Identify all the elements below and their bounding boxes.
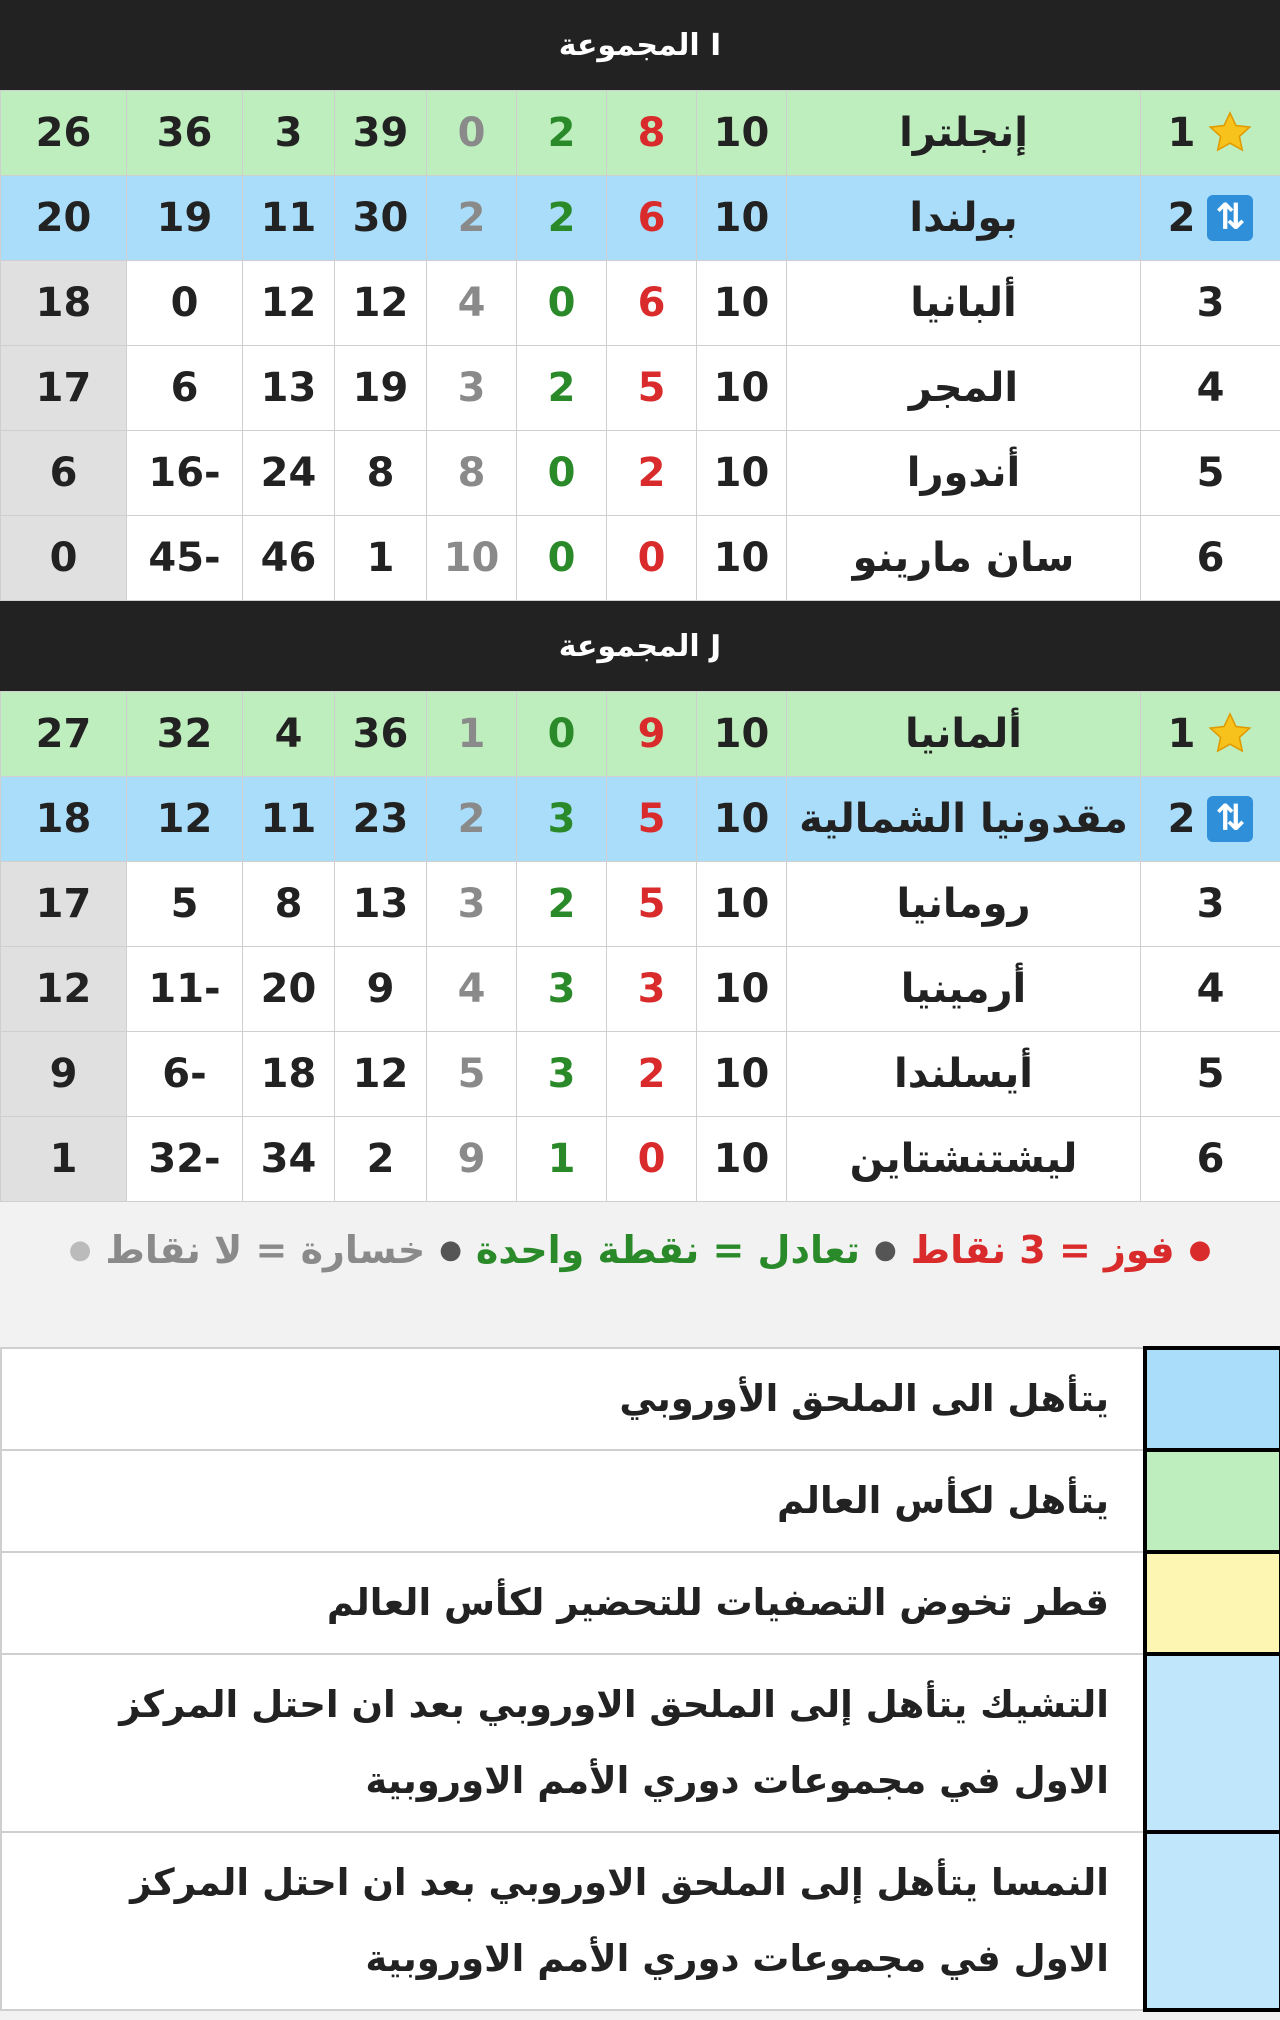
key-row [1, 1552, 1280, 1654]
rank-cell [1141, 176, 1280, 261]
cell-gd: 12 [127, 777, 243, 862]
key-text: يتأهل الى الملحق الأوروبي [1, 1348, 1145, 1450]
swap-icon: ⇅ [1207, 195, 1253, 241]
cell-ga: 13 [243, 346, 335, 431]
cell-drawn: 2 [517, 346, 607, 431]
legend-draw: تعادل = نقطة واحدة [475, 1228, 860, 1272]
cell-played: 10 [697, 692, 787, 777]
cell-gd: 32- [127, 1117, 243, 1202]
cell-drawn: 3 [517, 1032, 607, 1117]
cell-pts: 27 [1, 692, 127, 777]
standings-table [0, 691, 1280, 1202]
cell-lost: 2 [427, 176, 517, 261]
cell-ga: 18 [243, 1032, 335, 1117]
cell-lost: 4 [427, 947, 517, 1032]
cell-drawn: 1 [517, 1117, 607, 1202]
cell-drawn: 0 [517, 692, 607, 777]
cell-ga: 20 [243, 947, 335, 1032]
cell-played: 10 [697, 516, 787, 601]
cell-lost: 9 [427, 1117, 517, 1202]
cell-gd: 0 [127, 261, 243, 346]
rank-number: 4 [1196, 365, 1225, 411]
cell-won: 0 [607, 1117, 697, 1202]
cell-gd: 6 [127, 346, 243, 431]
cell-won: 5 [607, 777, 697, 862]
table-row[interactable] [1, 261, 1280, 346]
team-name[interactable]: بولندا [787, 176, 1141, 261]
cell-drawn: 0 [517, 516, 607, 601]
key-row [1, 1450, 1280, 1552]
rank-number: 2 [1167, 796, 1196, 842]
legend-loss: خسارة = لا نقاط [105, 1228, 426, 1272]
rank-cell [1141, 777, 1280, 862]
key-row [1, 1654, 1280, 1832]
rank-number: 4 [1196, 966, 1225, 1012]
cell-gf: 19 [335, 346, 427, 431]
cell-won: 5 [607, 862, 697, 947]
group-header: المجموعة I [0, 0, 1280, 90]
bullet-icon: ● [873, 1235, 897, 1265]
table-row[interactable] [1, 176, 1280, 261]
cell-played: 10 [697, 346, 787, 431]
team-name[interactable]: المجر [787, 346, 1141, 431]
cell-lost: 1 [427, 692, 517, 777]
cell-drawn: 0 [517, 431, 607, 516]
cell-ga: 11 [243, 176, 335, 261]
cell-won: 6 [607, 261, 697, 346]
key-swatch [1145, 1654, 1280, 1832]
cell-pts: 20 [1, 176, 127, 261]
team-name[interactable]: أرمينيا [787, 947, 1141, 1032]
team-name[interactable]: مقدونيا الشمالية [787, 777, 1141, 862]
cell-gd: 19 [127, 176, 243, 261]
cell-lost: 4 [427, 261, 517, 346]
swap-icon: ⇅ [1207, 796, 1253, 842]
team-name[interactable]: ليشتنشتاين [787, 1117, 1141, 1202]
cell-won: 8 [607, 91, 697, 176]
cell-gd: 36 [127, 91, 243, 176]
key-swatch [1145, 1832, 1280, 2010]
cell-lost: 10 [427, 516, 517, 601]
cell-played: 10 [697, 261, 787, 346]
cell-lost: 0 [427, 91, 517, 176]
cell-won: 5 [607, 346, 697, 431]
rank-cell [1141, 346, 1280, 431]
key-swatch [1145, 1552, 1280, 1654]
bullet-icon: ● [439, 1235, 462, 1265]
table-row[interactable] [1, 1117, 1280, 1202]
bullet-icon: ● [68, 1235, 92, 1265]
points-legend [0, 1200, 1280, 1300]
cell-pts: 9 [1, 1032, 127, 1117]
table-row[interactable] [1, 431, 1280, 516]
cell-gf: 2 [335, 1117, 427, 1202]
cell-ga: 46 [243, 516, 335, 601]
table-row[interactable] [1, 862, 1280, 947]
star-icon [1207, 110, 1253, 156]
rank-cell [1141, 862, 1280, 947]
table-row[interactable] [1, 516, 1280, 601]
team-name[interactable]: سان مارينو [787, 516, 1141, 601]
cell-drawn: 3 [517, 947, 607, 1032]
cell-played: 10 [697, 947, 787, 1032]
cell-ga: 34 [243, 1117, 335, 1202]
cell-pts: 6 [1, 431, 127, 516]
rank-number: 1 [1167, 711, 1196, 757]
cell-gf: 23 [335, 777, 427, 862]
cell-gd: 5 [127, 862, 243, 947]
cell-ga: 4 [243, 692, 335, 777]
legend-win: فوز = 3 نقاط [910, 1228, 1175, 1272]
table-row[interactable] [1, 692, 1280, 777]
rank-number: 3 [1196, 280, 1225, 326]
cell-gf: 13 [335, 862, 427, 947]
cell-drawn: 2 [517, 91, 607, 176]
cell-won: 3 [607, 947, 697, 1032]
rank-cell [1141, 947, 1280, 1032]
group-header: المجموعة J [0, 601, 1280, 691]
cell-gf: 8 [335, 431, 427, 516]
cell-ga: 24 [243, 431, 335, 516]
cell-ga: 3 [243, 91, 335, 176]
cell-gf: 12 [335, 1032, 427, 1117]
cell-won: 0 [607, 516, 697, 601]
cell-pts: 1 [1, 1117, 127, 1202]
rank-number: 6 [1196, 535, 1225, 581]
rank-cell [1141, 1117, 1280, 1202]
cell-pts: 0 [1, 516, 127, 601]
rank-cell [1141, 516, 1280, 601]
table-row[interactable] [1, 1032, 1280, 1117]
table-row[interactable] [1, 777, 1280, 862]
cell-drawn: 0 [517, 261, 607, 346]
rank-number: 1 [1167, 110, 1196, 156]
cell-gd: 6- [127, 1032, 243, 1117]
cell-lost: 8 [427, 431, 517, 516]
cell-ga: 8 [243, 862, 335, 947]
table-row[interactable] [1, 346, 1280, 431]
cell-pts: 26 [1, 91, 127, 176]
standings-table [0, 90, 1280, 601]
cell-played: 10 [697, 176, 787, 261]
rank-number: 5 [1196, 1051, 1225, 1097]
rank-number: 6 [1196, 1136, 1225, 1182]
cell-won: 9 [607, 692, 697, 777]
key-text: قطر تخوض التصفيات للتحضير لكأس العالم [1, 1552, 1145, 1654]
cell-played: 10 [697, 777, 787, 862]
cell-drawn: 2 [517, 176, 607, 261]
key-text: النمسا يتأهل إلى الملحق الاوروبي بعد ان احتل المركز الاول في مجموعات دوري الأمم الاوروبية [1, 1832, 1145, 2010]
cell-gf: 39 [335, 91, 427, 176]
team-name[interactable]: أندورا [787, 431, 1141, 516]
cell-played: 10 [697, 431, 787, 516]
rank-number: 2 [1167, 195, 1196, 241]
cell-won: 2 [607, 1032, 697, 1117]
star-icon [1207, 711, 1253, 757]
cell-gf: 30 [335, 176, 427, 261]
cell-lost: 3 [427, 862, 517, 947]
cell-pts: 18 [1, 261, 127, 346]
bullet-icon: ● [1188, 1235, 1212, 1265]
team-name[interactable]: أيسلندا [787, 1032, 1141, 1117]
cell-played: 10 [697, 862, 787, 947]
cell-lost: 2 [427, 777, 517, 862]
cell-pts: 12 [1, 947, 127, 1032]
key-table [0, 1346, 1280, 2012]
cell-gd: 11- [127, 947, 243, 1032]
cell-played: 10 [697, 1117, 787, 1202]
table-row[interactable] [1, 947, 1280, 1032]
rank-cell [1141, 261, 1280, 346]
key-text: التشيك يتأهل إلى الملحق الاوروبي بعد ان احتل المركز الاول في مجموعات دوري الأمم الاوروبية [1, 1654, 1145, 1832]
rank-cell [1141, 692, 1280, 777]
table-row[interactable] [1, 91, 1280, 176]
cell-won: 2 [607, 431, 697, 516]
cell-gd: 45- [127, 516, 243, 601]
key-text: يتأهل لكأس العالم [1, 1450, 1145, 1552]
rank-number: 5 [1196, 450, 1225, 496]
cell-drawn: 3 [517, 777, 607, 862]
cell-gd: 16- [127, 431, 243, 516]
team-name[interactable]: رومانيا [787, 862, 1141, 947]
cell-gf: 36 [335, 692, 427, 777]
rank-number: 3 [1196, 881, 1225, 927]
rank-cell [1141, 91, 1280, 176]
cell-ga: 11 [243, 777, 335, 862]
cell-gf: 1 [335, 516, 427, 601]
cell-ga: 12 [243, 261, 335, 346]
rank-cell [1141, 1032, 1280, 1117]
cell-lost: 5 [427, 1032, 517, 1117]
cell-played: 10 [697, 1032, 787, 1117]
rank-cell [1141, 431, 1280, 516]
cell-gf: 12 [335, 261, 427, 346]
key-swatch [1145, 1450, 1280, 1552]
cell-played: 10 [697, 91, 787, 176]
cell-won: 6 [607, 176, 697, 261]
cell-pts: 18 [1, 777, 127, 862]
team-name[interactable]: إنجلترا [787, 91, 1141, 176]
cell-pts: 17 [1, 862, 127, 947]
key-row [1, 1348, 1280, 1450]
cell-pts: 17 [1, 346, 127, 431]
team-name[interactable]: ألمانيا [787, 692, 1141, 777]
cell-gf: 9 [335, 947, 427, 1032]
cell-gd: 32 [127, 692, 243, 777]
cell-lost: 3 [427, 346, 517, 431]
key-row [1, 1832, 1280, 2010]
cell-drawn: 2 [517, 862, 607, 947]
team-name[interactable]: ألبانيا [787, 261, 1141, 346]
key-swatch [1145, 1348, 1280, 1450]
